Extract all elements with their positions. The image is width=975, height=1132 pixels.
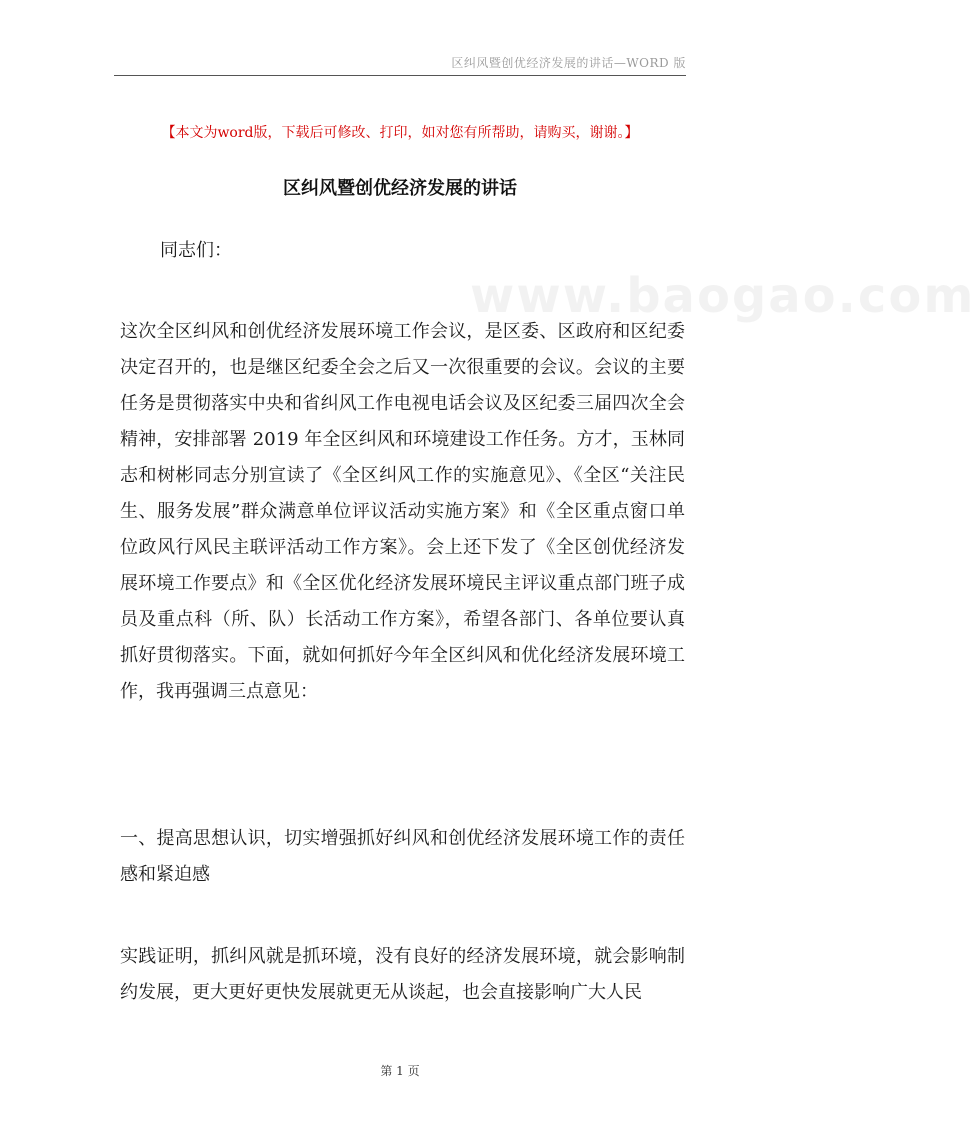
paragraph-2: 实践证明，抓纠风就是抓环境，没有良好的经济发展环境，就会影响制约发展，更大更好更快发展就更无从谈起，也会直接影响广大人民 (120, 946, 685, 1003)
running-header-title: 区纠风暨创优经济发展的讲话—WORD 版 (451, 56, 686, 70)
page-number: 第 1 页 (380, 1064, 420, 1078)
paragraph-1: 这次全区纠风和创优经济发展环境工作会议，是区委、区政府和区纪委决定召开的，也是继区纪委全会之后又一次很重要的会议。会议的主要任务是贯彻落实中央和省纠风工作电视电话会议及区纪委三届四次全会精神，安排部署 2019 年全区纠风和环境建设工作任务。方才，玉林同志和树彬同志分别宣读了《全区纠风工作的实施意见》、《全区“关注民生、服务发展”群众满意单位评议活动实施方案》和《全区重点窗口单位政风行风民主联评活动工作方案》。会上还下发了《全区创优经济发展环境工作要点》和《全区优化经济发展环境民主评议重点部门班子成员及重点科（所、队）长活动工作方案》，希望各部门、各单位要认真抓好贯彻落实。下面，就如何抓好今年全区纠风和优化经济发展环境工作，我再强调三点意见： (120, 321, 685, 702)
purchase-notice: 【本文为word版，下载后可修改、打印，如对您有所帮助，请购买，谢谢。】 (161, 125, 639, 141)
section-1-heading: 一、提高思想认识，切实增强抓好纠风和创优经济发展环境工作的责任感和紧迫感 (120, 828, 685, 885)
document-title: 区纠风暨创优经济发展的讲话 (283, 178, 517, 199)
greeting: 同志们： (160, 240, 232, 261)
watermark: www.baogao.com (470, 268, 975, 324)
header-divider (114, 75, 686, 76)
